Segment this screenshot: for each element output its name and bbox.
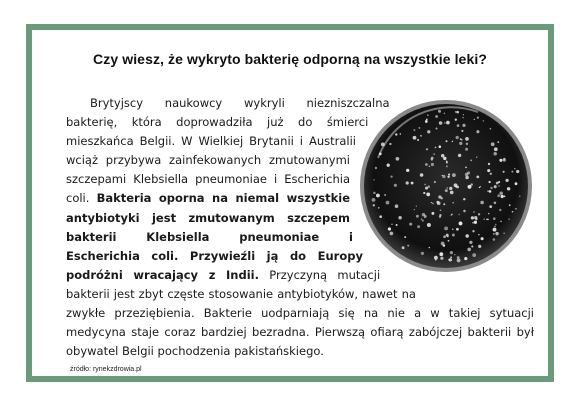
colony-dot (512, 211, 514, 213)
colony-dot (458, 214, 459, 215)
colony-dot (493, 217, 496, 220)
colony-dot (438, 195, 441, 198)
colony-dot (494, 147, 498, 151)
colony-dot (465, 176, 469, 180)
colony-dot (396, 157, 400, 161)
article-text (66, 94, 534, 361)
colony-dot (477, 116, 479, 118)
colony-dot (427, 130, 430, 133)
colony-dot (471, 245, 473, 247)
colony-dot (425, 163, 428, 166)
colony-dot (421, 252, 424, 255)
colony-dot (497, 141, 499, 143)
colony-dot (446, 121, 450, 125)
colony-dot (406, 181, 409, 184)
colony-dot (424, 184, 426, 186)
colony-dot (465, 234, 468, 237)
colony-dot (417, 139, 419, 141)
colony-dot (420, 135, 422, 137)
colony-dot (423, 192, 425, 194)
colony-dot (448, 259, 450, 261)
colony-dot (452, 141, 453, 142)
colony-dot (372, 198, 376, 202)
source-credit: źródło: rynekzdrowia.pl (70, 366, 142, 373)
colony-dot (446, 234, 449, 237)
colony-dot (493, 238, 496, 241)
colony-dot (478, 234, 479, 235)
colony-dot (437, 201, 441, 205)
colony-dot (499, 192, 503, 196)
colony-dot (444, 122, 445, 123)
colony-dot (431, 202, 432, 203)
colony-dot (426, 119, 428, 121)
colony-dot (454, 183, 458, 187)
colony-dot (460, 138, 462, 140)
colony-dot (509, 204, 511, 206)
colony-dot (446, 140, 448, 142)
colony-dot (431, 163, 434, 166)
colony-dot (455, 119, 457, 121)
colony-dot (490, 128, 492, 130)
colony-dot (498, 181, 500, 183)
colony-dot (501, 195, 504, 198)
colony-dot (479, 187, 480, 188)
colony-dot (493, 233, 495, 235)
colony-dot (448, 240, 450, 242)
colony-dot (469, 241, 472, 244)
colony-dot (488, 163, 490, 165)
colony-dot (500, 220, 502, 222)
colony-dot (426, 148, 428, 150)
colony-dot (439, 214, 441, 216)
colony-dot (443, 235, 446, 238)
colony-dot (379, 153, 382, 156)
colony-dot (448, 173, 450, 175)
colony-dot (462, 124, 465, 127)
colony-dot (461, 130, 463, 132)
colony-dot (409, 223, 412, 226)
colony-dot (400, 133, 401, 134)
colony-dot (508, 219, 509, 220)
colony-dot (483, 120, 485, 122)
colony-dot (478, 245, 481, 248)
colony-dot (449, 187, 452, 190)
colony-dot (458, 154, 461, 157)
colony-dot (499, 209, 501, 211)
colony-dot (459, 142, 462, 145)
colony-dot (462, 117, 463, 118)
colony-dot (418, 127, 420, 129)
colony-dot (450, 256, 452, 258)
colony-dot (514, 168, 515, 169)
colony-dot (476, 157, 477, 158)
colony-dot (445, 189, 448, 192)
poster-frame (26, 24, 554, 382)
colony-dot (375, 167, 377, 169)
colony-dot (451, 215, 452, 216)
colony-dot (441, 242, 445, 246)
colony-dot (471, 216, 474, 219)
colony-dot (507, 187, 510, 190)
colony-dot (463, 114, 464, 115)
colony-dot (431, 212, 434, 215)
colony-dot (381, 142, 385, 146)
colony-dot (489, 190, 492, 193)
colony-dot (465, 137, 469, 141)
colony-dot (457, 256, 460, 259)
colony-dot (478, 213, 480, 215)
colony-dot (396, 224, 398, 226)
colony-dot (384, 194, 386, 196)
colony-dot (447, 176, 449, 178)
colony-dot (452, 234, 455, 237)
colony-dot (395, 204, 399, 208)
colony-dot (424, 217, 425, 218)
colony-dot (416, 206, 417, 207)
colony-dot (467, 171, 470, 174)
colony-dot (416, 215, 419, 218)
colony-dot (387, 164, 390, 167)
colony-dot (391, 224, 393, 226)
colony-dot (499, 159, 502, 162)
colony-dot (470, 160, 472, 162)
colony-dot (442, 175, 445, 178)
colony-dot (490, 187, 492, 189)
colony-dot (388, 227, 391, 230)
colony-dot (489, 205, 492, 208)
colony-dot (474, 119, 475, 120)
colony-dot (503, 195, 505, 197)
colony-dot (417, 225, 420, 228)
colony-dot (435, 147, 437, 149)
colony-dot (495, 232, 498, 235)
colony-dot (487, 169, 490, 172)
colony-dot (493, 152, 497, 156)
colony-dot (474, 221, 477, 224)
colony-dot (413, 136, 417, 140)
colony-dot (472, 230, 474, 232)
colony-dot (463, 210, 466, 213)
colony-dot (446, 165, 448, 167)
colony-dot (494, 202, 497, 205)
article-highlight: Bakteria oporna na niemal wszystkie antybiotyki jest zmutowanym szczepem bakterii Klebsiella pneumoniae i Escherichia coli. Przywieźli ją do Europy podróżni wracający z Indii. (66, 191, 363, 282)
colony-dot (440, 210, 442, 212)
colony-dot (438, 110, 441, 113)
colony-dot (455, 111, 457, 113)
colony-dot (467, 248, 471, 252)
colony-dot (426, 193, 430, 197)
colony-dot (434, 256, 438, 260)
colony-dot (515, 182, 518, 185)
article-intro: Brytyjscy naukowcy wykryli niezniszczalna bakterię, która doprowadziła już do śmierci mieszkańca Belgii. W Wielkiej Brytanii i Australii wciąż przybywa zainfekowanych zmutowanymi szczepami Klebsiella pneumoniae i Escherichia coli. (66, 96, 390, 206)
colony-dot (439, 252, 443, 256)
colony-dot (488, 181, 490, 183)
colony-dot (494, 226, 496, 228)
colony-dot (457, 124, 460, 127)
colony-dot (395, 133, 397, 135)
colony-dot (411, 182, 414, 185)
colony-dot (373, 192, 376, 195)
colony-dot (515, 208, 517, 210)
colony-dot (386, 201, 390, 205)
colony-dot (456, 228, 459, 231)
colony-dot (493, 228, 497, 232)
poster-title: Czy wiesz, że wykryto bakterię odporną na wszystkie leki? (93, 51, 487, 67)
colony-dot (497, 194, 500, 197)
colony-dot (504, 233, 505, 234)
colony-dot (483, 219, 484, 220)
colony-dot (454, 254, 455, 255)
colony-dot (464, 257, 467, 260)
colony-dot (503, 158, 506, 161)
colony-dot (456, 111, 459, 114)
colony-dot (516, 170, 519, 173)
colony-dot (472, 253, 476, 257)
colony-dot (495, 224, 496, 225)
colony-dot (394, 184, 397, 187)
colony-dot (434, 181, 436, 183)
colony-dot (476, 176, 479, 179)
colony-dot (440, 257, 443, 260)
colony-dot (446, 161, 448, 163)
colony-dot (443, 203, 445, 205)
colony-dot (441, 154, 444, 157)
colony-dot (457, 258, 461, 262)
colony-dot (373, 179, 374, 180)
colony-dot (398, 216, 402, 220)
colony-dot (439, 145, 442, 148)
colony-dot (404, 236, 406, 238)
colony-dot (373, 204, 375, 206)
colony-dot (429, 166, 431, 168)
colony-dot (422, 220, 424, 222)
dish-agar (364, 104, 528, 268)
colony-dot (456, 136, 459, 139)
colony-dot (498, 185, 499, 186)
colony-dot (379, 215, 382, 218)
colony-dot (421, 218, 423, 220)
colony-dot (505, 179, 508, 182)
colony-dot (487, 190, 488, 191)
colony-dot (432, 203, 434, 205)
colony-dot (452, 228, 454, 230)
petri-dish-image (358, 98, 534, 292)
colony-dot (435, 115, 438, 118)
colony-dot (503, 171, 505, 173)
article-rest: Przyczyną mutacji bakterii jest zbyt częste stosowanie antybiotyków, nawet na zwykłe przeziębienia. Bakterie uodparniają się na nie a w takiej sytuacji medycyna staje coraz bardziej bezradna. Pierwszą ofiarą zabójczej bakterii był obywatel Belgii pochodzenia pakistańskiego. (66, 267, 534, 359)
colony-dot (450, 251, 453, 254)
colony-dot (519, 195, 520, 196)
colony-dot (476, 130, 479, 133)
colony-dot (389, 143, 391, 145)
colony-dot (378, 207, 379, 208)
colony-dot (446, 187, 447, 188)
colony-dot (473, 211, 474, 212)
colony-dot (414, 209, 415, 210)
colony-dot (413, 129, 415, 131)
colony-dot (407, 245, 409, 247)
colony-dot (427, 223, 431, 227)
colony-dot (429, 247, 430, 248)
colony-dot (431, 157, 434, 160)
colony-dot (450, 191, 454, 195)
colony-dot (466, 143, 468, 145)
colony-dot (425, 187, 428, 190)
colony-dot (444, 226, 448, 230)
colony-dot (488, 213, 489, 214)
colony-dot (436, 128, 438, 130)
colony-dot (402, 246, 405, 249)
colony-dot (491, 142, 495, 146)
colony-dot (487, 218, 489, 220)
colony-dot (452, 202, 454, 204)
colony-dot (465, 148, 468, 151)
colony-dot (459, 221, 463, 225)
colony-dot (390, 232, 394, 236)
colony-dot (439, 121, 443, 125)
colony-dot (511, 171, 513, 173)
colony-dot (472, 222, 474, 224)
colony-dot (376, 194, 380, 198)
colony-dot (427, 114, 429, 116)
colony-dot (420, 173, 424, 177)
colony-dot (425, 120, 428, 123)
colony-dot (444, 113, 445, 114)
colony-dot (443, 245, 444, 246)
colony-dot (433, 153, 434, 154)
colony-dot (480, 201, 484, 205)
colony-dot (475, 218, 477, 220)
colony-dot (494, 185, 497, 188)
colony-dot (481, 237, 484, 240)
colony-dot (465, 167, 467, 169)
colony-dot (390, 175, 392, 177)
colony-dot (463, 198, 465, 200)
colony-dot (406, 169, 409, 172)
colony-dot (452, 173, 456, 177)
colony-dot (490, 173, 492, 175)
petri-dish-illustration (358, 98, 534, 274)
colony-dot (468, 185, 472, 189)
